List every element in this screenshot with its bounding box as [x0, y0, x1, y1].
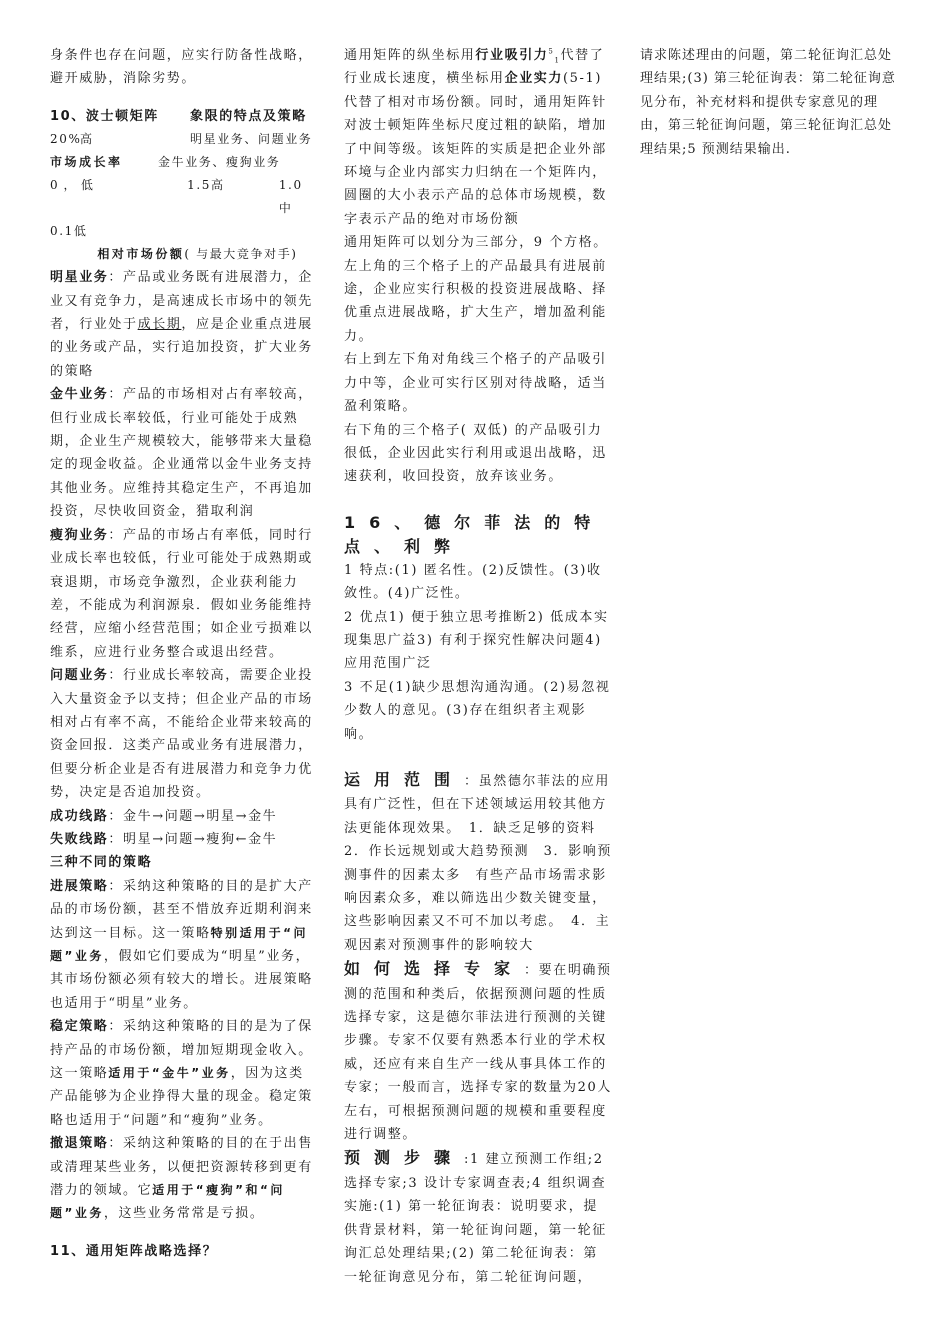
- dog-text: ：产品的市场占有率低，同时行业成长率也较低，行业可能处于成熟期或衰退期，市场竞争激烈，企业获利能力差，不能成为利润源泉．假如业务能维持经营，应缩小经营范围；如企业亏损难以维系，应进行业务整合或退出经营。: [50, 527, 313, 660]
- development-heading: 进展策略: [50, 878, 109, 894]
- tick-comma: ，: [63, 178, 78, 193]
- ge-three-parts: 通用矩阵可以划分为三部分，9 个方格。左上角的三个格子上的产品最具有进展前途，企业应实行积极的投资进展战略、择优重点进展战略，扩大生产，增加盈利能力。: [344, 235, 608, 344]
- stable-strategy: [50, 1015, 315, 1132]
- tick-high: 高: [80, 132, 94, 147]
- stable-heading: 稳定策略: [50, 1019, 109, 1035]
- retreat-heading: 撤退策略: [50, 1136, 109, 1152]
- delphi-steps-continued: 请求陈述理由的问题，第二轮征询汇总处理结果;(3) 第三轮征询表：第二轮征询意见分布，补充材料和提供专家意见的理由，第三轮征询问题，第三轮征询汇总处理结果;5 预测结果输出.: [640, 48, 896, 157]
- delphi-features: 1 特点:(1) 匿名性。(2)反馈性。(3)收敛性。(4)广泛性。: [344, 562, 602, 602]
- axis-relative-share-note: ( 与最大竞争对手): [184, 247, 298, 262]
- tick-1-5-high: 1.5高: [187, 178, 225, 193]
- ge-text-3: (5-1) 代替了相对市场份额。同时，通用矩阵针对波士顿矩阵坐标尺度过粗的缺陷，增加了中间等级。该矩阵的实质是把企业外部环境与企业内部实力归纳在一个矩阵内，圆圈的大小表示产品的总体市场规模，数字表示产品的绝对市场份额: [344, 71, 607, 227]
- star-business: [50, 266, 315, 383]
- failure-text: ：明星→问题→瘦狗←金牛: [108, 831, 278, 847]
- ge-diagonal: 右上到左下角对角线三个格子的产品吸引力中等，企业可实行区别对待战略，适当盈利策略。: [344, 352, 607, 415]
- axis-relative-share: 相对市场份额: [97, 247, 185, 262]
- quadrant-top-labels: 明星业务、问题业务: [190, 132, 313, 147]
- delphi-steps: [344, 1146, 612, 1288]
- delphi-experts: [344, 957, 612, 1146]
- intro-text: 身条件也存在问题，应实行防备性战略，避开威胁，消除劣势。: [50, 48, 313, 87]
- quadrant-bottom-labels: 金牛业务、瘦狗业务: [158, 155, 281, 170]
- stable-text-1: ：采纳这种策略的目的是为了保持产品的市场份额，增加短期现金收入。这一策略: [50, 1019, 313, 1082]
- development-bold: 特别适用于“问题”业务: [50, 925, 308, 963]
- steps-heading: 预测步骤: [344, 1148, 465, 1168]
- section-16-heading: 16、德尔菲法的特点、利弊: [344, 512, 605, 556]
- ge-matrix-paragraph: [344, 44, 612, 231]
- retreat-text-1: ：采纳这种策略的目的在于出售或清理某些业务，以便把资源转移到更有潜力的领域。它: [50, 1136, 313, 1199]
- section-10-heading: [50, 105, 315, 128]
- industry-attractiveness: 行业吸引力: [475, 48, 549, 63]
- development-text-2: ，假如它们要成为“明星”业务，其市场份额必须有较大的增长。进展策略也适用于“明星”业务。: [50, 949, 313, 1011]
- tick-zero: 0: [50, 178, 60, 193]
- scope-text: ：虽然德尔菲法的应用具有广泛性，但在下述领域运用较其他方法更能体现效果。 1．缺乏足够的资料 2．作长远规划或大趋势预测 3．影响预测事件的因素太多 有些产品市场需求影响因素众多，难以筛选出少数关键变量，这些影响因素又不可不加以考虑。 4．主观因素对预测事件的影响较大: [344, 773, 612, 953]
- ge-text-1: 通用矩阵的纵坐标用: [344, 48, 476, 63]
- cow-text: ：产品的市场相对占有率较高，但行业成长率较低，行业可能处于成熟期，企业生产规模较大，能够带来大量稳定的现金收益。企业通常以金牛业务支持其他业务。应维持其稳定生产，不再追加投资，尽快收回资金，猎取利润: [50, 387, 313, 520]
- steps-text: :1 建立预测工作组;2 选择专家;3 设计专家调查表;4 组织调查实施:(1) 第一轮征询表：说明要求，提供背景材料，第一轮征询问题，第一轮征询汇总处理结果;(2) 第二轮征询表：第一轮征询意见分布，第二轮征询问题，: [344, 1152, 607, 1285]
- heading-bcg-matrix: 10、波士顿矩阵: [50, 108, 159, 124]
- footnote-sup: 5: [548, 47, 555, 56]
- success-route: [50, 805, 315, 828]
- star-text-1: ：产品或业务既有进展潜力，企业又有竞争力，是高速成长市场中的领先者，行业处于: [50, 270, 313, 333]
- tick-1-0-mid: 1.0中: [278, 178, 303, 216]
- delphi-scope: [344, 768, 612, 957]
- dog-heading: 瘦狗业务: [50, 527, 109, 543]
- development-text-1: ：采纳这种策略的目的是扩大产品的市场份额，甚至不惜放弃近期利润来达到这一目标。这一策略: [50, 878, 313, 941]
- experts-heading: 如何选择专家: [344, 959, 525, 979]
- star-text-2: ，应是企业重点进展的业务或产品，实行追加投资，扩大业务的策略: [50, 317, 313, 379]
- retreat-text-2: ，这些业务常常是亏损。: [103, 1206, 265, 1222]
- experts-text: ：要在明确预测的范围和种类后，依据预测问题的性质选择专家，这是德尔菲法进行预测的关键步骤。专家不仅要有熟悉本行业的学术权威，还应有来自生产一线从事具体工作的专家；一般而言，选择专家的数量为20人左右，可根据预测问题的规模和重要程度进行调整。: [344, 963, 612, 1143]
- bcg-axis-table: [50, 128, 315, 266]
- cow-heading: 金牛业务: [50, 387, 109, 403]
- section-11-heading: 11、通用矩阵战略选择？: [50, 1243, 218, 1259]
- tick-0-1-low: 0.1低: [50, 224, 88, 239]
- tick-low: 低: [80, 178, 95, 193]
- question-business: [50, 664, 315, 804]
- three-strategies-heading: 三种不同的策略: [50, 855, 153, 871]
- success-heading: 成功线路: [50, 808, 109, 824]
- failure-route: [50, 828, 315, 851]
- delphi-shortcomings: 3 不足(1)缺少思想沟通沟通。(2)易忽视少数人的意见。(3)存在组织者主观影响。: [344, 679, 611, 742]
- column-middle: [344, 44, 612, 1289]
- axis-market-growth: 市场成长率: [50, 155, 123, 170]
- tick-20pct: 20%: [50, 132, 82, 147]
- star-heading: 明星业务: [50, 270, 109, 286]
- success-text: ：金牛→问题→明星→金牛: [108, 808, 278, 824]
- scope-heading: 运用范围: [344, 769, 465, 789]
- column-right: [640, 44, 902, 161]
- intro-paragraph: [50, 44, 315, 91]
- ge-bottom-right: 右下角的三个格子( 双低) 的产品吸引力很低，企业因此实行利用或退出战略，迅速获利，收回投资，放弃该业务。: [344, 422, 607, 485]
- stable-text-2: ，因为这类产品能够为企业挣得大量的现金。稳定策略也适用于“问题”和“瘦狗”业务。: [50, 1066, 313, 1128]
- cow-business: [50, 383, 315, 523]
- ge-text-2: 代替了行业成长速度，横坐标用: [344, 48, 605, 87]
- failure-heading: 失败线路: [50, 831, 109, 847]
- enterprise-strength: 企业实力: [504, 71, 564, 87]
- question-text: ：行业成长率较高，需要企业投入大量资金予以支持；但企业产品的市场相对占有率不高，不能给企业带来较高的资金回报．这类产品或业务有进展潜力，但要分析企业是否有进展潜力和竞争力优势，决定是否追加投资。: [50, 668, 313, 801]
- question-heading: 问题业务: [50, 668, 109, 684]
- dog-business: [50, 524, 315, 664]
- footnote-sub: 1: [554, 56, 561, 65]
- heading-quadrant: 象限的特点及策略: [190, 108, 307, 124]
- growth-stage-underlined: 成长期: [137, 317, 182, 333]
- retreat-strategy: [50, 1132, 315, 1226]
- stable-bold: 适用于“金牛”业务: [108, 1066, 231, 1081]
- column-left: [50, 44, 315, 1263]
- retreat-bold: 适用于“瘦狗”和“问题”业务: [50, 1183, 285, 1221]
- delphi-advantages: 2 优点1) 便于独立思考推断2) 低成本实现集思广益3) 有利于探究性解决问题4) 应用范围广泛: [344, 609, 609, 672]
- development-strategy: [50, 875, 315, 1015]
